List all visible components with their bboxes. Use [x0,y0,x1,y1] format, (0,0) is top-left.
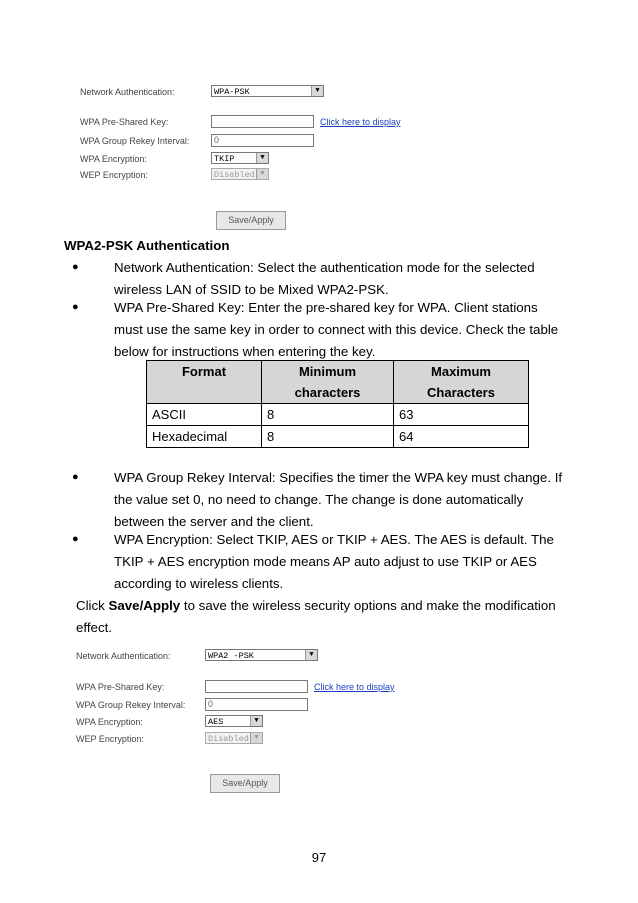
table-cell: Hexadecimal [147,426,262,448]
psk-input[interactable] [205,680,308,693]
table-row [147,404,529,426]
wep-encryption-select[interactable] [211,168,269,180]
table-cell: ASCII [147,404,262,426]
wep-encryption-value: Disabled [208,734,249,744]
bullet-text-line: Network Authentication: Select the authentication mode for the selected [114,260,535,275]
wep-encryption-label: WEP Encryption: [76,734,144,744]
bullet-text-line: WPA Encryption: Select TKIP, AES or TKIP + AES. The AES is default. The [114,532,554,547]
chevron-down-icon: ▼ [256,169,268,179]
chevron-down-icon: ▼ [256,153,268,163]
table-header-format: Format [147,361,262,404]
table-row [147,426,529,448]
rekey-input[interactable]: 0 [205,698,308,711]
psk-label: WPA Pre-Shared Key: [80,117,169,127]
click-here-to-display-link[interactable]: Click here to display [320,117,401,127]
key-format-table [146,360,529,448]
wpa-encryption-value: TKIP [214,154,235,164]
wpa-encryption-label: WPA Encryption: [76,717,143,727]
paragraph-text: Click [76,598,109,613]
bullet-text-line: the value set 0, no need to change. The change is done automatically [114,492,524,507]
chevron-down-icon: ▼ [311,86,323,96]
bullet-text-line: TKIP + AES encryption mode means AP auto adjust to use TKIP or AES [114,554,537,569]
page-number: 97 [311,850,327,865]
bullet-text-line: wireless LAN of SSID to be Mixed WPA2-PSK. [114,282,389,297]
paragraph-text-line: effect. [76,620,112,635]
chevron-down-icon: ▼ [250,733,262,743]
save-apply-button[interactable]: Save/Apply [210,774,280,793]
psk-label: WPA Pre-Shared Key: [76,682,165,692]
network-auth-select[interactable] [211,85,324,97]
save-apply-button[interactable]: Save/Apply [216,211,286,230]
bullet-text-line: must use the same key in order to connect with this device. Check the table [114,322,559,337]
section-heading: WPA2-PSK Authentication [64,238,230,253]
table-header-minimum: Minimum characters [262,361,394,404]
network-auth-value: WPA-PSK [214,87,250,97]
wpa-encryption-value: AES [208,717,224,727]
bullet-text-line: WPA Pre-Shared Key: Enter the pre-shared key for WPA. Client stations [114,300,538,315]
chevron-down-icon: ▼ [250,716,262,726]
wpa-encryption-label: WPA Encryption: [80,154,147,164]
network-auth-select[interactable] [205,649,318,661]
rekey-input[interactable]: 0 [211,134,314,147]
bullet-text-line: according to wireless clients. [114,576,284,591]
bullet-icon: ● [72,471,79,483]
table-cell: 64 [394,426,529,448]
bullet-text-line: WPA Group Rekey Interval: Specifies the timer the WPA key must change. If [114,470,563,485]
save-apply-bold-text: Save/Apply [108,598,181,613]
bullet-icon: ● [72,533,79,545]
bullet-icon: ● [72,261,79,273]
wpa-encryption-select[interactable] [205,715,263,727]
bullet-icon: ● [72,301,79,313]
click-save-paragraph [76,595,556,617]
network-auth-label: Network Authentication: [76,651,171,661]
table-header-maximum: Maximum Characters [394,361,529,404]
click-here-to-display-link[interactable]: Click here to display [314,682,395,692]
wpa-encryption-select[interactable] [211,152,269,164]
wep-encryption-value: Disabled [214,170,255,180]
paragraph-text: to save the wireless security options and make the modification [180,598,556,613]
rekey-label: WPA Group Rekey Interval: [76,700,186,710]
table-cell: 8 [262,426,394,448]
wep-encryption-select[interactable] [205,732,263,744]
wep-encryption-label: WEP Encryption: [80,170,148,180]
psk-input[interactable] [211,115,314,128]
network-auth-label: Network Authentication: [80,87,175,97]
table-cell: 63 [394,404,529,426]
table-header-row [147,361,529,404]
chevron-down-icon: ▼ [305,650,317,660]
bullet-text-line: between the server and the client. [114,514,314,529]
network-auth-value: WPA2 -PSK [208,651,254,661]
bullet-text-line: below for instructions when entering the key. [114,344,376,359]
table-cell: 8 [262,404,394,426]
rekey-label: WPA Group Rekey Interval: [80,136,190,146]
